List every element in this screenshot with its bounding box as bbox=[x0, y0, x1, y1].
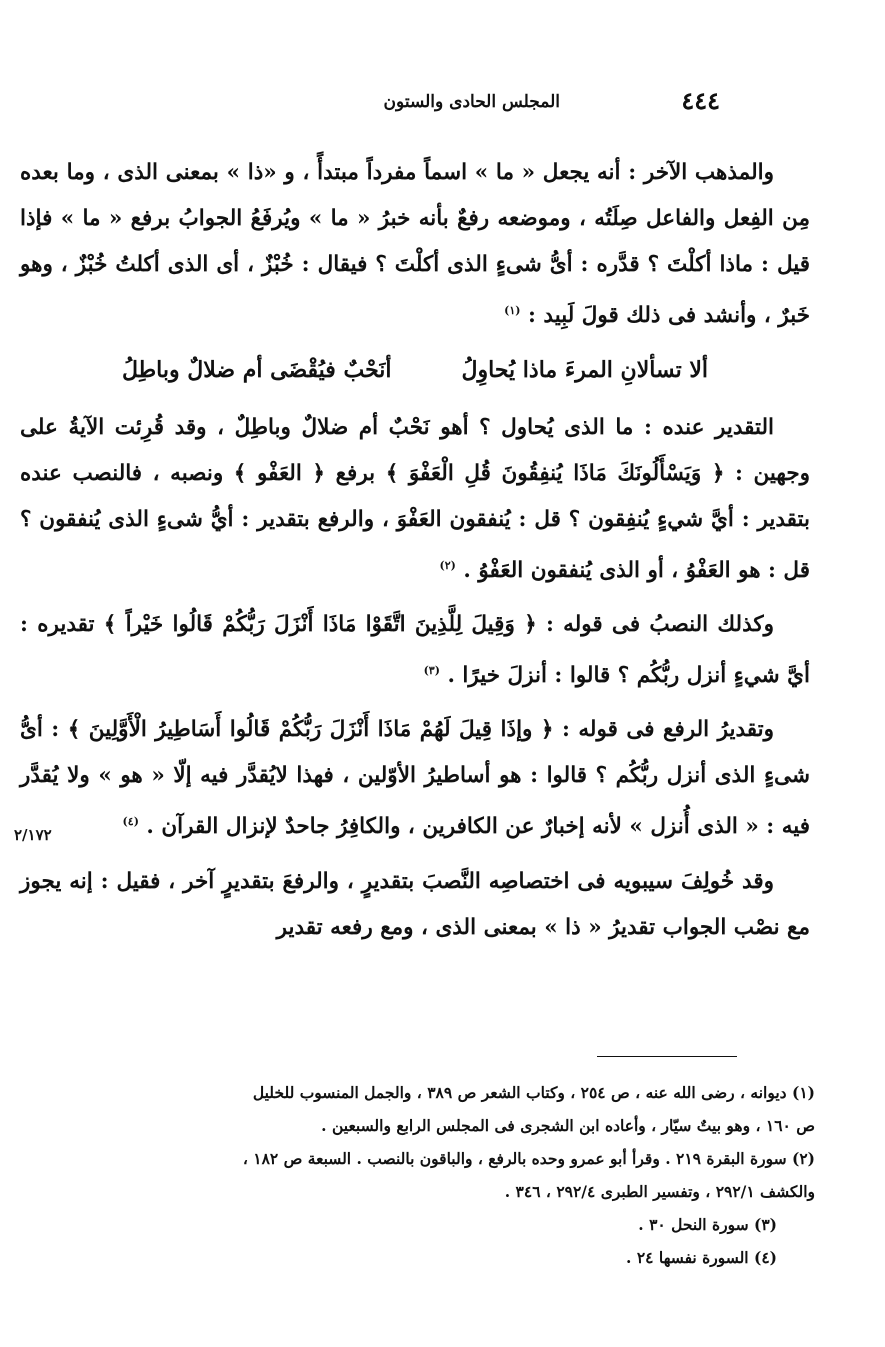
page-header bbox=[200, 86, 720, 120]
footnote-ref-1: (١) bbox=[504, 304, 521, 317]
paragraph-2-text: التقدير عنده : ما الذى يُحاول ؟ أهو نَحْبٌ أم ضلالٌ وباطِلٌ ، وقد قُرِئت الآيةُ على وجهين : ﴿ وَيَسْأَلُونَكَ مَاذَا يُنفِقُونَ قُلِ الْعَفْوَ ﴾ برفع ﴿ العَفْو ﴾ ونصبه ، فالنصب عنده بتقدير : أيَّ شيءٍ يُنفِقون ؟ قل : يُنفقون العَفْوَ ، والرفع بتقدير : أيُّ شىءٍ الذى يُنفقون ؟ قل : هو العَفْوُ ، أو الذى يُنفقون العَفْوُ . bbox=[20, 415, 810, 584]
verse-first-hemistich: ألا تسألانِ المرءَ ماذا يُحاوِلُ bbox=[461, 357, 709, 384]
paragraph-3 bbox=[20, 602, 810, 699]
verse-second-hemistich: أنَحْبٌ فيُقْضَى أم ضلالٌ وباطِلُ bbox=[121, 357, 392, 384]
footnote-divider bbox=[597, 1056, 737, 1057]
footnote-4: (٤) السورة نفسها ٢٤ . bbox=[626, 1248, 777, 1267]
paragraph-3-text: وكذلك النصبُ فى قوله : ﴿ وَقِيلَ لِلَّذِينَ اتَّقَوْا مَاذَا أَنْزَلَ رَبُّكُمْ قَالُوا خَيْراً ﴾ تقديره : أيَّ شيءٍ أنزل ربُّكُم ؟ قالوا : أنزلَ خيرًا . bbox=[20, 612, 810, 689]
running-head: المجلس الحادى والستون bbox=[383, 92, 560, 112]
footnote-2-line-2: والكشف ٢٩٢/١ ، وتفسير الطبرى ٢٩٢/٤ ، ٣٤٦ . bbox=[504, 1182, 815, 1201]
poetry-verse bbox=[20, 347, 810, 393]
footnote-1-line-1: (١) ديوانه ، رضى الله عنه ، ص ٢٥٤ ، وكتاب الشعر ص ٣٨٩ ، والجمل المنسوب للخليل bbox=[252, 1083, 815, 1102]
paragraph-4 bbox=[20, 707, 810, 850]
page-number: ٤٤٤ bbox=[681, 86, 720, 115]
footnote-ref-2: (٢) bbox=[439, 559, 456, 573]
footnote-ref-4: (٤) bbox=[122, 815, 139, 829]
footnote-ref-3: (٣) bbox=[423, 664, 440, 678]
paragraph-1 bbox=[20, 150, 810, 339]
paragraph-5-text: وقد خُولِفَ سيبويه فى اختصاصِه النَّصبَ بتقديرٍ ، والرفعَ بتقديرٍ آخر ، فقيل : إنه يجوز مع نصْب الجواب تقديرُ « ذا » بمعنى الذى ، ومع رفعه تقدير bbox=[20, 868, 810, 940]
footnote-2-line-1: (٢) سورة البقرة ٢١٩ . وقرأ أبو عمرو وحده بالرفع ، والباقون بالنصب . السبعة ص ١٨٢ ، bbox=[242, 1149, 815, 1168]
main-text bbox=[20, 150, 810, 959]
paragraph-5 bbox=[20, 859, 810, 951]
margin-reference: ٢/١٧٢ bbox=[14, 826, 52, 844]
footnote-1-line-2: ص ١٦٠ ، وهو بيتٌ سيّار ، وأعاده ابن الشجرى فى المجلس الرابع والسبعين . bbox=[321, 1116, 815, 1135]
paragraph-2 bbox=[20, 405, 810, 594]
footnotes bbox=[15, 1076, 815, 1274]
footnote-3: (٣) سورة النحل ٣٠ . bbox=[638, 1215, 777, 1234]
paragraph-1-text: والمذهب الآخر : أنه يجعل « ما » اسماً مفرداً مبتدأً ، و «ذا » بمعنى الذى ، وما بعده مِن الفِعل والفاعل صِلَتُه ، وموضعه رفعٌ بأنه خبرُ « ما » ويُرفَعُ الجوابُ برفع « ما » فإذا قيل : ماذا أكلْتَ ؟ قدَّره : أىُّ شىءٍ الذى أكلْتَ ؟ فيقال : خُبْزٌ ، أى الذى أكلتُ خُبْزٌ ، وهو خَبرٌ ، وأنشد فى ذلك قولَ لَبِيد : bbox=[20, 160, 810, 329]
paragraph-4-text: وتقديرُ الرفع فى قوله : ﴿ وإذَا قِيلَ لَهُمْ مَاذَا أَنْزَلَ رَبُّكُمْ قَالُوا أَسَاطِيرُ الْأَوَّلِينَ ﴾ : أىُّ شىءٍ الذى أنزل ربُّكُم ؟ قالوا : هو أساطيرُ الأوّلين ، فهذا لايُقدَّر فيه إلّا « هو » ولا يُقدَّر فيه : « الذى أُنزل » لأنه إخبارٌ عن الكافرين ، والكافِرُ جاحدٌ لإنزال القرآن . bbox=[20, 717, 810, 840]
